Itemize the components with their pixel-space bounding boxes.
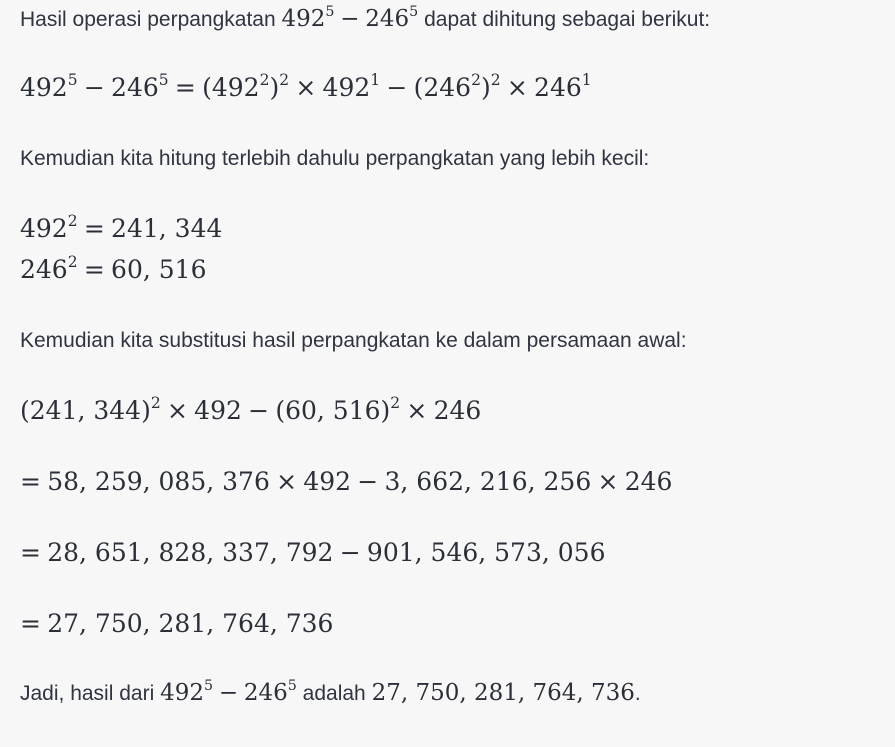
eq1-lhs-a: 492 xyxy=(20,73,68,102)
sub3-minus: − xyxy=(339,538,361,567)
eq1-t4: 246 xyxy=(534,73,582,102)
eq1-t1-outer-exp: 2 xyxy=(279,71,290,90)
step3-text: Kemudian kita substitusi hasil perpangkatan ke dalam persamaan awal: xyxy=(20,329,687,352)
eq1-t1-close: ) xyxy=(269,73,280,102)
sq2-exp: 2 xyxy=(67,253,78,272)
sub2-b: 492 xyxy=(303,467,352,496)
sub1-b: 492 xyxy=(194,396,242,425)
sub3-equals: = xyxy=(20,538,41,567)
substitution-line-1 xyxy=(20,394,482,425)
sub4-a: 27, 750, 281, 764, 736 xyxy=(47,609,334,638)
intro-minus: − xyxy=(340,6,360,32)
sq1-equals: = xyxy=(83,214,105,243)
intro-math xyxy=(282,6,419,32)
conclusion-sentence xyxy=(20,678,641,706)
sq1-value: 241, 344 xyxy=(111,214,223,243)
eq1-lhs-b-exp: 5 xyxy=(158,71,169,90)
eq1-t1-open: (492 xyxy=(202,73,260,102)
intro-base-b: 246 xyxy=(365,6,410,32)
eq1-t2: 492 xyxy=(322,73,371,102)
sq2-equals: = xyxy=(83,255,105,284)
equation-expansion xyxy=(20,71,592,102)
sub1-a: (241, 344) xyxy=(20,396,151,425)
conclusion-exp-b: 5 xyxy=(287,678,297,695)
sub2-times2: × xyxy=(597,467,619,496)
eq1-lhs-b: 246 xyxy=(111,73,159,102)
sub2-times: × xyxy=(276,467,298,496)
conclusion-exp-a: 5 xyxy=(203,678,214,695)
sub2-equals: = xyxy=(20,467,41,496)
sub1-times2: × xyxy=(406,396,428,425)
sub1-c-exp: 2 xyxy=(390,394,401,413)
eq1-t3-close: ) xyxy=(480,73,491,102)
conclusion-base-b: 246 xyxy=(243,680,288,706)
sub2-d: 246 xyxy=(624,467,673,496)
sq1-exp: 2 xyxy=(67,212,78,231)
sub1-d: 246 xyxy=(433,396,482,425)
sub2-a: 58, 259, 085, 376 xyxy=(47,467,270,496)
step2-text: Kemudian kita hitung terlebih dahulu perpangkatan yang lebih kecil: xyxy=(20,147,650,170)
substitution-line-3 xyxy=(20,540,605,565)
eq1-t4-exp: 1 xyxy=(581,71,592,90)
conclusion-minus: − xyxy=(218,680,239,706)
conclusion-middle: adalah xyxy=(296,682,372,705)
sq1-base: 492 xyxy=(20,214,68,243)
conclusion-period: . xyxy=(634,682,641,705)
sq2-value: 60, 516 xyxy=(111,255,207,284)
eq1-equals: = xyxy=(174,73,196,102)
square-246 xyxy=(20,253,207,284)
sub1-c: (60, 516) xyxy=(275,396,391,425)
intro-prefix: Hasil operasi perpangkatan xyxy=(20,8,282,31)
eq1-t3-inner-exp: 2 xyxy=(471,71,481,90)
conclusion-math xyxy=(160,680,297,706)
sub3-a: 28, 651, 828, 337, 792 xyxy=(47,538,334,567)
eq1-minus: − xyxy=(83,73,105,102)
eq1-t3-open: (246 xyxy=(413,73,472,102)
intro-exp-a: 5 xyxy=(325,4,335,21)
intro-exp-b: 5 xyxy=(409,4,419,21)
eq1-t2-exp: 1 xyxy=(370,71,381,90)
conclusion-result: 27, 750, 281, 764, 736 xyxy=(371,680,635,706)
conclusion-prefix: Jadi, hasil dari xyxy=(20,682,161,705)
intro-base-a: 492 xyxy=(281,6,326,32)
intro-suffix: dapat dihitung sebagai berikut: xyxy=(418,8,711,31)
sub1-minus: − xyxy=(248,396,270,425)
eq1-times2: × xyxy=(506,73,528,102)
substitution-line-4 xyxy=(20,611,333,636)
sub1-times: × xyxy=(166,396,188,425)
eq1-t3-outer-exp: 2 xyxy=(490,71,501,90)
sub2-c: 3, 662, 216, 256 xyxy=(384,467,592,496)
sub4-equals: = xyxy=(20,609,41,638)
eq1-lhs-a-exp: 5 xyxy=(67,71,78,90)
eq1-t1-inner-exp: 2 xyxy=(259,71,270,90)
sub3-b: 901, 546, 573, 056 xyxy=(366,538,606,567)
intro-sentence xyxy=(20,4,711,32)
conclusion-base-a: 492 xyxy=(160,680,204,706)
sub1-a-exp: 2 xyxy=(150,394,161,413)
substitution-line-2 xyxy=(20,469,672,494)
square-492 xyxy=(20,212,223,243)
eq1-minus2: − xyxy=(386,73,408,102)
sq2-base: 246 xyxy=(20,255,68,284)
sub2-minus: − xyxy=(357,467,379,496)
eq1-times: × xyxy=(295,73,317,102)
